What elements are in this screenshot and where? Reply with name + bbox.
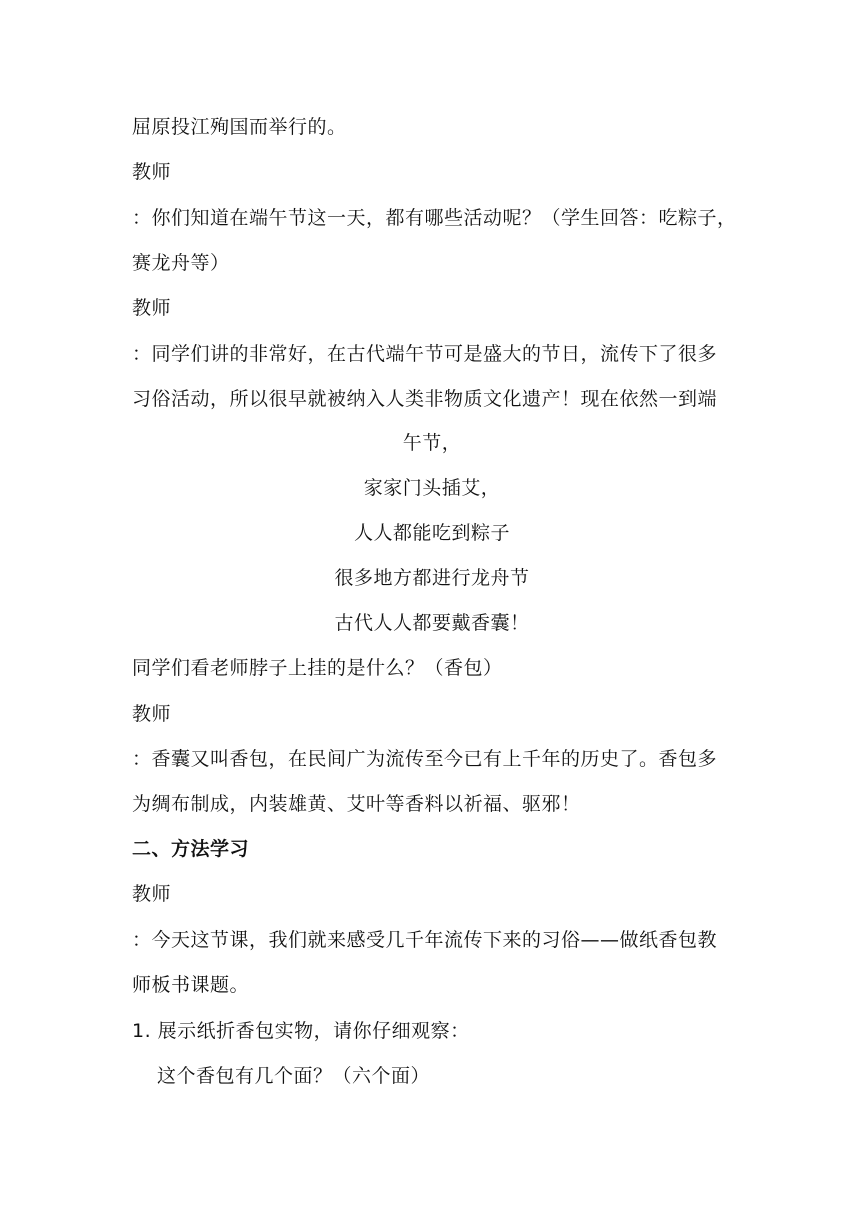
paragraph-line: 赛龙舟等） [132, 252, 230, 274]
section-heading: 二、方法学习 [132, 838, 250, 860]
paragraph-line: ：同学们讲的非常好，在古代端午节可是盛大的节日，流传下了很多 [132, 343, 718, 365]
paragraph-line: 屈原投江殉国而举行的。 [132, 116, 347, 138]
centered-line: 午节， [402, 432, 462, 454]
speaker-label: 教师 [132, 883, 172, 905]
speaker-label: 教师 [132, 703, 172, 725]
speaker-label: 教师 [132, 161, 172, 183]
paragraph-line: 为绸布制成，内装雄黄、艾叶等香料以祈福、驱邪！ [132, 793, 581, 815]
paragraph-line: ：今天这节课，我们就来感受几千年流传下来的习俗——做纸香包教 [132, 929, 718, 951]
centered-line: 人人都能吃到粽子 [353, 522, 510, 544]
centered-line: 很多地方都进行龙舟节 [334, 567, 530, 589]
centered-line: 古代人人都要戴香囊！ [334, 612, 530, 634]
paragraph-line: ：香囊又叫香包，在民间广为流传至今已有上千年的历史了。香包多 [132, 748, 718, 770]
indented-line: 这个香包有几个面？（六个面） [157, 1065, 431, 1087]
speaker-label: 教师 [132, 297, 172, 319]
paragraph-line: ：你们知道在端午节这一天，都有哪些活动呢？（学生回答：吃粽子， [132, 207, 737, 229]
centered-line: 家家门头插艾， [363, 477, 501, 499]
numbered-item: 1. 展示纸折香包实物，请你仔细观察： [132, 1020, 470, 1042]
paragraph-line: 师板书课题。 [132, 974, 250, 996]
paragraph-line: 同学们看老师脖子上挂的是什么？（香包） [132, 657, 503, 679]
paragraph-line: 习俗活动，所以很早就被纳入人类非物质文化遗产！现在依然一到端 [132, 388, 718, 410]
